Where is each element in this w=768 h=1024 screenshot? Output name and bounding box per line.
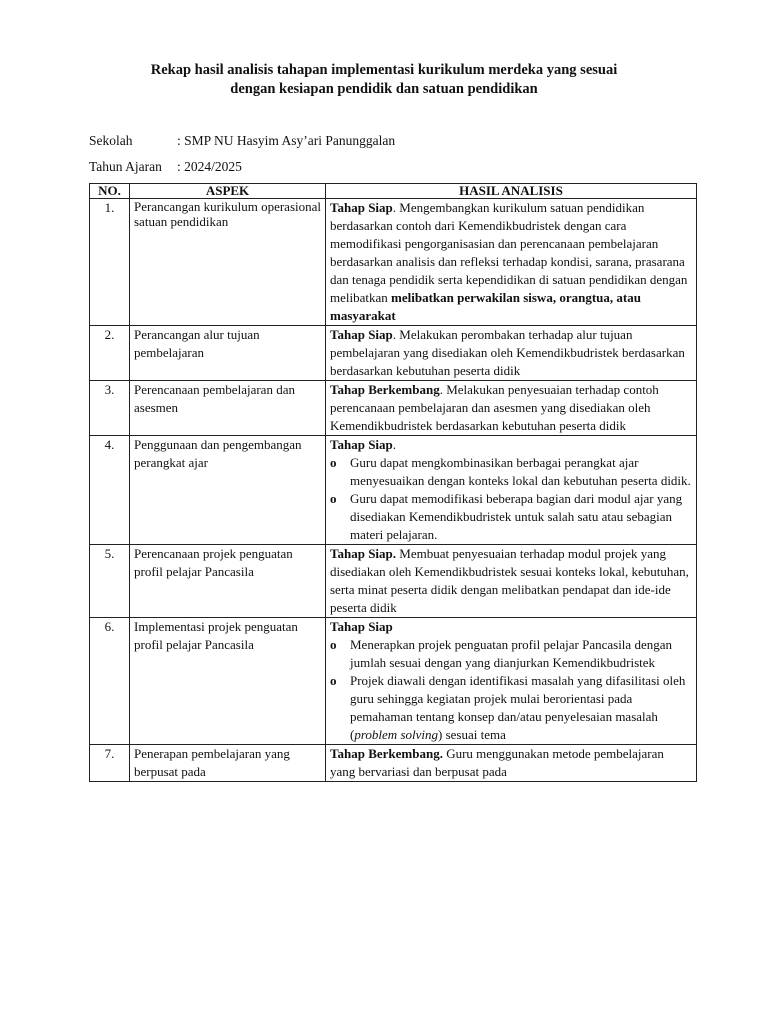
row-aspek: Perencanaan projek penguatan profil pelajar Pancasila [130,545,326,618]
table-row [90,745,697,782]
bullet-circle-icon: o [330,455,337,470]
list-item [330,490,692,544]
row-number: 2. [90,326,130,381]
stage-label: Tahap Berkembang [330,382,440,397]
row-hasil [326,381,697,436]
row-hasil-bold-text: melibatkan perwakilan siswa, orangtua, atau masyarakat [330,290,641,323]
row-number: 7. [90,745,130,782]
stage-label: Tahap Siap [330,437,393,452]
year-value: : 2024/2025 [177,159,242,174]
row-aspek: Perancangan kurikulum operasional satuan pendidikan [130,199,326,326]
table-row [90,545,697,618]
list-item-italic-text: problem solving [354,727,438,742]
row-aspek: Perancangan alur tujuan pembelajaran [130,326,326,381]
bullet-circle-icon: o [330,491,337,506]
row-number: 1. [90,199,130,326]
list-item-text: Guru dapat memodifikasi beberapa bagian dari modul ajar yang disediakan Kemendikbudristek untuk salah satu atau sebagian materi pelajaran. [350,491,683,542]
school-label: Sekolah [89,133,133,148]
school-value: : SMP NU Hasyim Asy’ari Panunggalan [177,133,396,148]
list-item [330,636,692,672]
row-number: 4. [90,436,130,545]
bullet-list [330,636,692,744]
table-row [90,618,697,745]
stage-label: Tahap Berkembang. [330,746,443,761]
row-hasil-text: . Melakukan penyesuaian terhadap contoh perencanaan pembelajaran dan asesmen yang disediakan oleh Kemendikbudristek berdasarkan kebutuhan peserta didik [330,382,659,433]
table-row [90,199,697,326]
row-hasil [326,436,697,545]
school-info [89,132,395,150]
row-aspek: Perencanaan pembelajaran dan asesmen [130,381,326,436]
bullet-list [330,454,692,544]
row-number: 6. [90,618,130,745]
bullet-circle-icon: o [330,637,337,652]
row-hasil-text: . Melakukan perombakan terhadap alur tujuan pembelajaran yang disediakan oleh Kemendikbudristek berdasarkan berdasarkan kebutuhan peserta didik [330,327,685,378]
stage-label: Tahap Siap. [330,546,397,561]
row-number: 3. [90,381,130,436]
list-item-text: Projek diawali dengan identifikasi masalah yang difasilitasi oleh guru sehingga kegiatan projek mulai berorientasi pada pemahaman tentang konsep dan/atau penyelesaian masalah ( [350,673,686,742]
row-hasil [326,618,697,745]
document-title [80,61,688,99]
bullet-circle-icon: o [330,673,337,688]
list-item-text: Menerapkan projek penguatan profil pelajar Pancasila dengan jumlah sesuai dengan yang dianjurkan Kemendikbudristek [350,637,672,670]
table-header-row [90,184,697,199]
header-hasil-analisis: HASIL ANALISIS [326,184,697,199]
row-number: 5. [90,545,130,618]
table-row [90,436,697,545]
stage-label: Tahap Siap [330,619,393,634]
row-hasil [326,545,697,618]
list-item-text: Guru dapat mengkombinasikan berbagai perangkat ajar menyesuaikan dengan konteks lokal dan kebutuhan peserta didik. [350,455,691,488]
year-label: Tahun Ajaran [89,159,162,174]
row-hasil [326,326,697,381]
row-hasil-text: Guru menggunakan metode pembelajaran yang bervariasi dan berpusat pada [330,746,664,779]
list-item [330,454,692,490]
title-line-1: Rekap hasil analisis tahapan implementasi kurikulum merdeka yang sesuai [150,62,618,78]
row-aspek: Implementasi projek penguatan profil pelajar Pancasila [130,618,326,745]
analysis-table [89,183,697,782]
row-hasil [326,745,697,782]
row-hasil-text: . Mengembangkan kurikulum satuan pendidikan berdasarkan contoh dari Kemendikbudristek dengan cara memodifikasi pengorganisasian dan perencanaan pembelajaran berdasarkan analisis dan refleksi terhadap kondisi, sarana, prasarana dan tenaga pendidik serta kependidikan di satuan pendidikan dengan melibatkan [330,200,688,305]
row-hasil [326,199,697,326]
year-info [89,158,242,176]
header-aspek: ASPEK [130,184,326,199]
list-item-tail-text: ) sesuai tema [438,727,506,742]
header-no: NO. [90,184,130,199]
stage-label: Tahap Siap [330,200,393,215]
row-aspek: Penggunaan dan pengembangan perangkat ajar [130,436,326,545]
table-row [90,381,697,436]
title-line-2: dengan kesiapan pendidik dan satuan pendidikan [230,81,538,97]
stage-label: Tahap Siap [330,327,393,342]
row-hasil-text: Membuat penyesuaian terhadap modul projek yang disediakan oleh Kemendikbudristek sesuai konteks lokal, kebutuhan, serta minat peserta didik dengan melibatkan pendapat dan ide-ide peserta didik [330,546,689,615]
row-hasil-text: . [392,437,397,452]
row-aspek: Penerapan pembelajaran yang berpusat pada [130,745,326,782]
list-item [330,672,692,744]
table-row [90,326,697,381]
